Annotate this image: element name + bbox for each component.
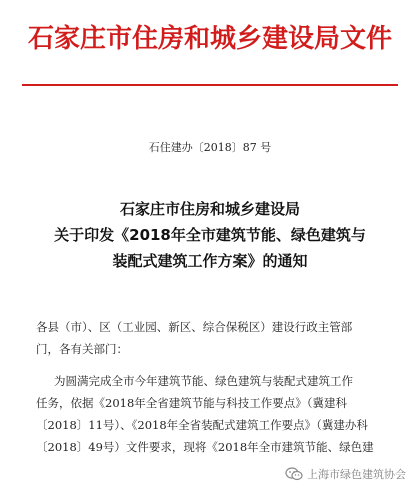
notice-heading-line-2: 关于印发《2018年全市建筑节能、绿色建筑与: [54, 226, 366, 244]
body-text-line-6: 〔2018〕49号）文件要求，现将《2018年全市建筑节能、绿色建: [36, 440, 374, 454]
body-text-line-4: 任务，依据《2018年全省建筑节能与科技工作要点》（冀建科: [36, 396, 348, 410]
wechat-icon: [285, 467, 303, 481]
source-watermark: [285, 466, 406, 482]
body-text-line-3: 为圆满完成全市今年建筑节能、绿色建筑与装配式建筑工作: [54, 374, 353, 388]
body-text-line-1: 各县（市）、区（工业园、新区、综合保税区）建设行政主管部: [36, 320, 353, 334]
notice-heading-line-3: 装配式建筑工作方案》的通知: [112, 252, 308, 270]
body-text-line-5: 〔2018〕11号）、《2018年全省装配式建筑工作要点》（冀建办科: [36, 418, 368, 432]
document-header-title: 石家庄市住房和城乡建设局文件: [27, 24, 392, 54]
watermark-text: 上海市绿色建筑协会: [307, 468, 406, 481]
body-text-line-2: 门，各有关部门：: [36, 342, 128, 356]
red-divider-line: [22, 84, 398, 86]
notice-heading-line-1: 石家庄市住房和城乡建设局: [119, 200, 300, 218]
document-number: 石住建办〔2018〕87 号: [148, 141, 272, 154]
